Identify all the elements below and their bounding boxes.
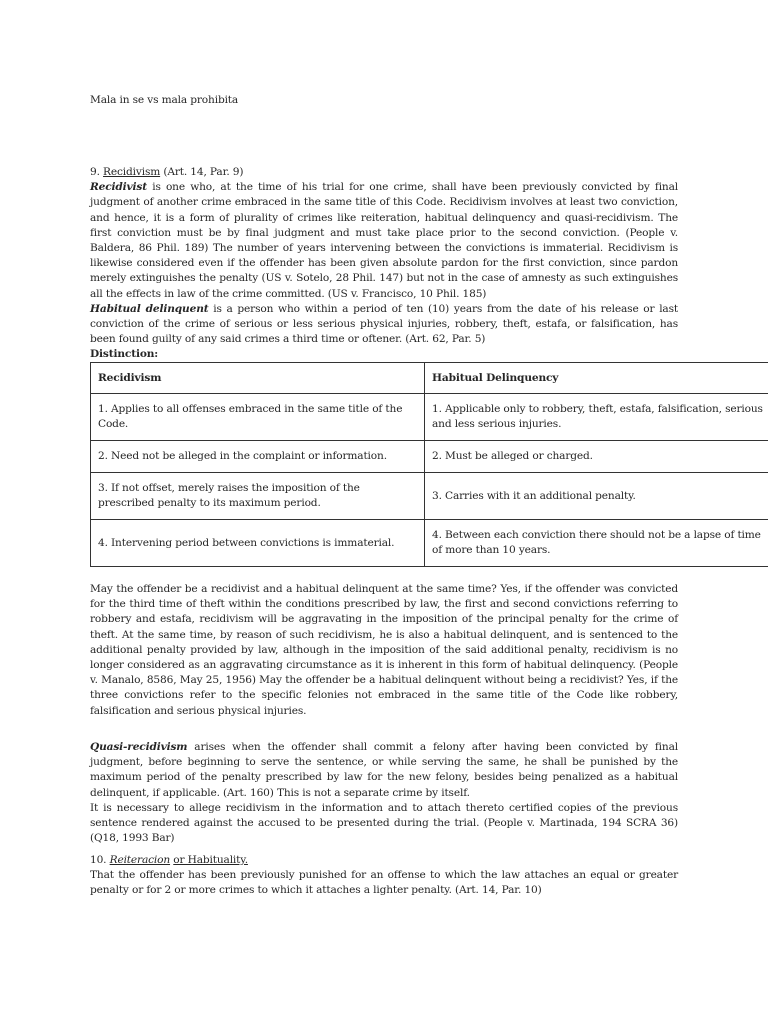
quasi-definition xyxy=(90,740,678,801)
table-cell: 4. Between each conviction there should not be a lapse of time of more than 10 years. xyxy=(425,520,768,567)
table-row xyxy=(91,394,768,441)
table-cell: 2. Must be alleged or charged. xyxy=(425,441,768,473)
table-cell: 4. Intervening period between convictions is immaterial. xyxy=(91,520,425,567)
section-term: Reiteracion xyxy=(109,854,171,866)
table-row xyxy=(91,473,768,520)
table-header-row xyxy=(91,363,768,394)
quasi-term: Quasi-recidivism xyxy=(90,741,188,753)
section-citation: (Art. 14, Par. 9) xyxy=(163,166,244,178)
section-term: Recidivism xyxy=(103,166,161,178)
table-row xyxy=(91,520,768,567)
section-10 xyxy=(90,853,678,899)
table-cell: 1. Applicable only to robbery, theft, estafa, falsification, serious and less serious injuries. xyxy=(425,394,768,441)
section-9-heading xyxy=(90,165,678,180)
section-10-heading xyxy=(90,853,678,868)
table-cell: 3. If not offset, merely raises the imposition of the prescribed penalty to its maximum period. xyxy=(91,473,425,520)
recidivist-text: is one who, at the time of his trial for one crime, shall have been previously convicted by final judgment of another crime embraced in the same title of this Code. Recidivism involves at least two conviction, and hence, it is a form of plurality of crimes like reiteration, habitual delinquency and quasi-recidivism. The first conviction must be by final judgment and must take place prior to the second conviction. (People v. Baldera, 86 Phil. 189) The number of years intervening between the convictions is immaterial. Recidivism is likewise considered even if the offender has been given absolute pardon for the first conviction, since pardon merely extinguishes the penalty (US v. Sotelo, 28 Phil. 147) but not in the case of amnesty as such extinguishes all the effects in law of the crime committed. (US v. Francisco, 10 Phil. 185) xyxy=(90,181,679,300)
habitual-definition xyxy=(90,302,678,348)
table-row xyxy=(91,441,768,473)
page-title: Mala in se vs mala prohibita xyxy=(90,94,239,106)
quasi-text: arises when the offender shall commit a felony after having been convicted by final judgment, before beginning to serve the sentence, or while serving the same, he shall be punished by the maximum period of the penalty prescribed by law for the new felony, besides being penalized as a habitual delinquent, if applicable. (Art. 160) This is not a separate crime by itself. xyxy=(90,741,679,799)
recidivist-definition xyxy=(90,180,678,302)
paragraph: May the offender be a recidivist and a habitual delinquent at the same time? Yes, if the offender was convicted for the third time of theft within the conditions prescribed by law, the first and second convictions referring to robbery and estafa, recidivism will be aggravating in the imposition of the principal penalty for the crime of theft. At the same time, by reason of such recidivism, he is also a habitual delinquent, and is sentenced to the additional penalty provided by law, although in the imposition of the said additional penalty, recidivism is no longer considered as an aggravating circumstance as it is inherent in this form of habitual delinquency. (People v. Manalo, 8586, May 25, 1956) May the offender be a habitual delinquent without being a recidivist? Yes, if the three convictions refer to the specific felonies not embraced in the same title of the Code like robbery, falsification and serious physical injuries. xyxy=(90,583,678,717)
table-cell: 1. Applies to all offenses embraced in the same title of the Code. xyxy=(91,394,425,441)
allege-paragraph: It is necessary to allege recidivism in the information and to attach thereto certified copies of the previous sentence rendered against the accused to be presented during the trial. (People v. Martinada, 194 SCRA 36) (Q18, 1993 Bar) xyxy=(90,801,678,845)
habitual-text: is a person who within a period of ten (10) years from the date of his release or last conviction of the crime of serious or less serious physical injuries, robbery, theft, estafa, or falsification, has been found guilty of any said crimes a third time or oftener. (Art. 62, Par. 5) xyxy=(90,302,678,346)
section-number: 9. xyxy=(90,166,100,178)
quasi-recidivism-section xyxy=(90,740,678,846)
section-10-text: That the offender has been previously punished for an offense to which the law attaches an equal or greater penalty or for 2 or more crimes to which it attaches a lighter penalty. (Art. 14, Par. 10) xyxy=(90,869,678,897)
section-term-suffix: or Habituality. xyxy=(173,854,248,866)
section-number: 10. xyxy=(90,854,107,866)
distinction-label: Distinction: xyxy=(90,348,159,361)
habitual-term: Habitual delinquent xyxy=(90,302,209,315)
table-header-cell: Habitual Delinquency xyxy=(425,363,768,394)
section-9 xyxy=(90,165,678,363)
table-cell: 3. Carries with it an additional penalty. xyxy=(425,473,768,520)
recidivist-habitual-discussion xyxy=(90,582,678,719)
distinction-table xyxy=(90,362,768,567)
table-cell: 2. Need not be alleged in the complaint or information. xyxy=(91,441,425,473)
table-header-cell: Recidivism xyxy=(91,363,425,394)
recidivist-term: Recidivist xyxy=(90,181,147,194)
